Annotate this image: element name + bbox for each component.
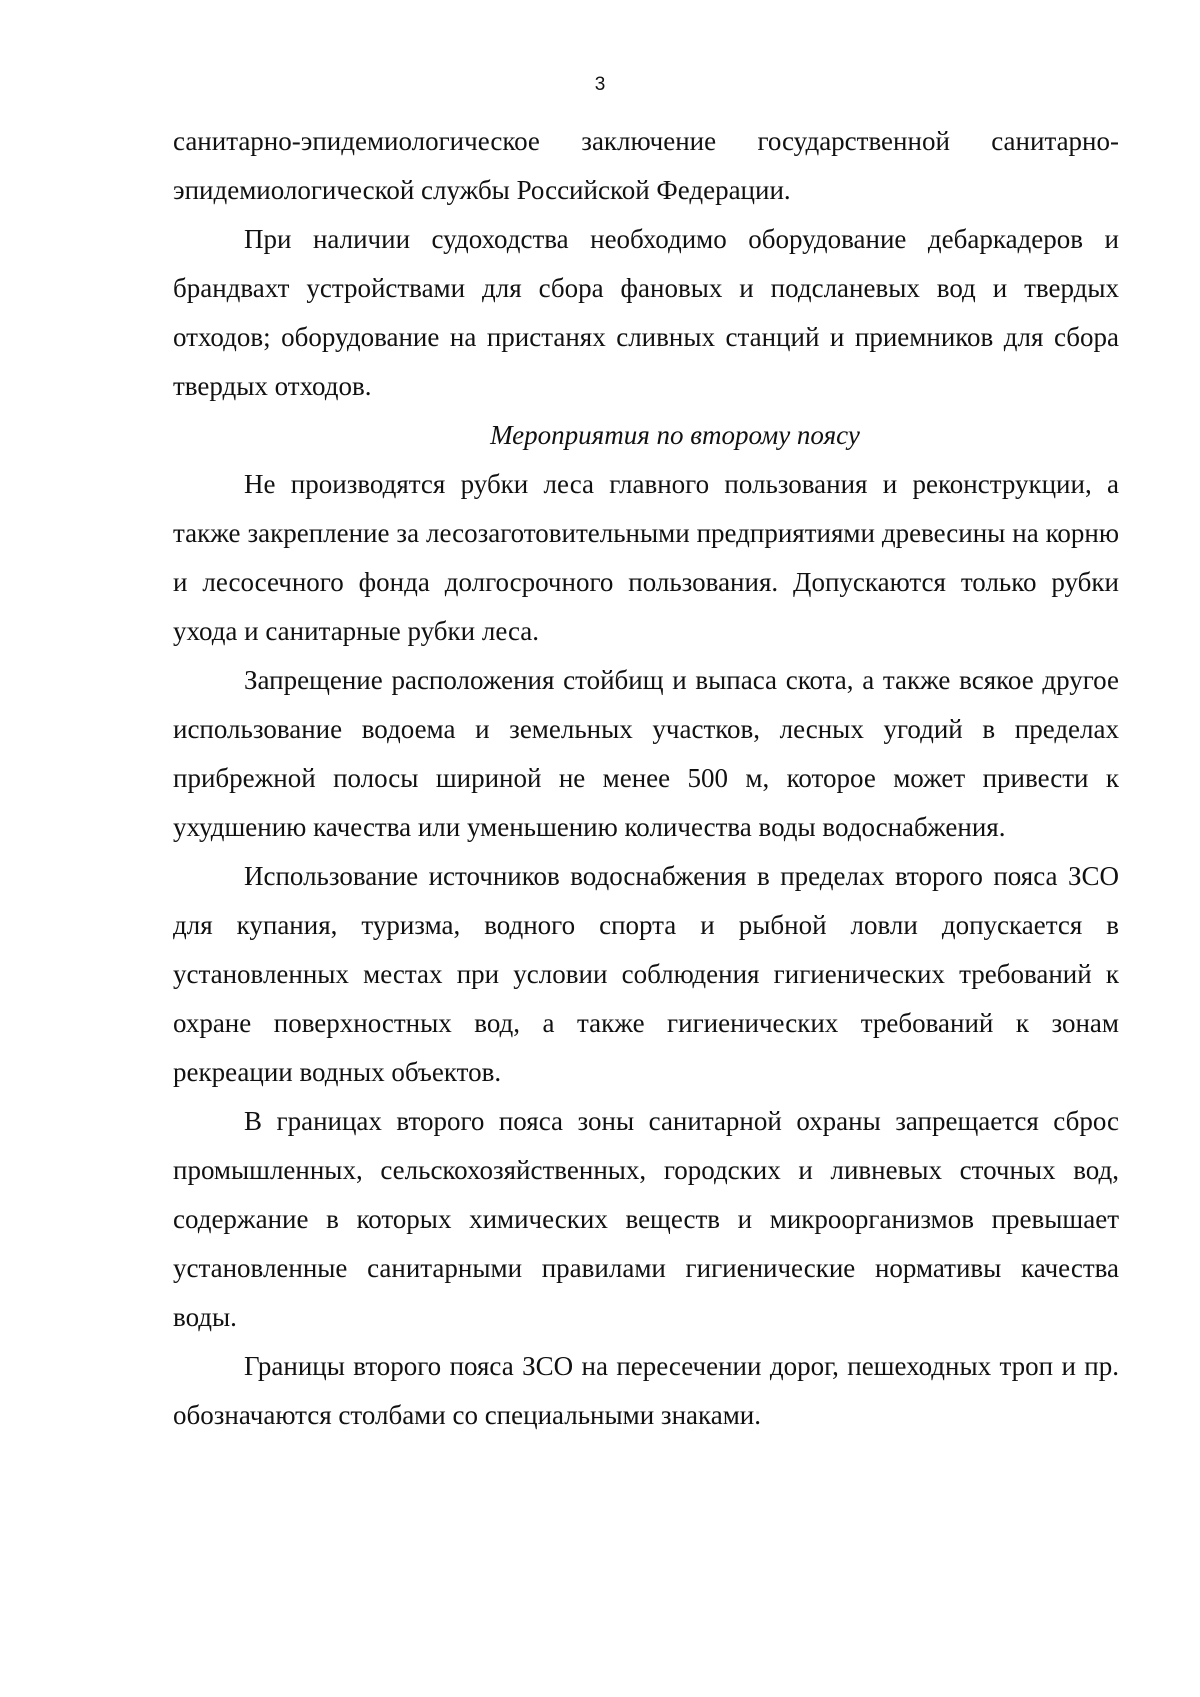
paragraph-continuation: санитарно-эпидемиологическое заключение государственной санитарно-эпидемиологической службы Российской Федерации. <box>173 126 1119 205</box>
paragraph-discharge: В границах второго пояса зоны санитарной охраны запрещается сброс промышленных, сельскохозяйственных, городских и ливневых сточных вод, содержание в которых химических веществ и микроорганизмов превышает установленные санитарными правилами гигиенические нормативы качества воды. <box>173 1106 1119 1332</box>
paragraph-shipping: При наличии судоходства необходимо оборудование дебаркадеров и брандвахт устройствами для сбора фановых и подсланевых вод и твердых отходов; оборудование на пристанях сливных станций и приемников для сбора твердых отходов. <box>173 224 1119 401</box>
paragraph-logging: Не производятся рубки леса главного пользования и реконструкции, а также закрепление за лесозаготовительными предприятиями древесины на корню и лесосечного фонда долгосрочного пользования. Допускаются только рубки ухода и санитарные рубки леса. <box>173 469 1119 646</box>
paragraph-recreation: Использование источников водоснабжения в пределах второго пояса ЗСО для купания, туризма, водного спорта и рыбной ловли допускается в установленных местах при условии соблюдения гигиенических требований к охране поверхностных вод, а также гигиенических требований к зонам рекреации водных объектов. <box>173 861 1119 1087</box>
paragraph-grazing: Запрещение расположения стойбищ и выпаса скота, а также всякое другое использование водоема и земельных участков, лесных угодий в пределах прибрежной полосы шириной не менее 500 м, которое может привести к ухудшению качества или уменьшению количества воды водоснабжения. <box>173 665 1119 842</box>
section-heading: Мероприятия по второму поясу <box>490 420 860 450</box>
paragraph-boundaries: Границы второго пояса ЗСО на пересечении дорог, пешеходных троп и пр. обозначаются столбами со специальными знаками. <box>173 1351 1119 1430</box>
document-body <box>173 117 1119 1440</box>
page-number: 3 <box>594 74 606 95</box>
